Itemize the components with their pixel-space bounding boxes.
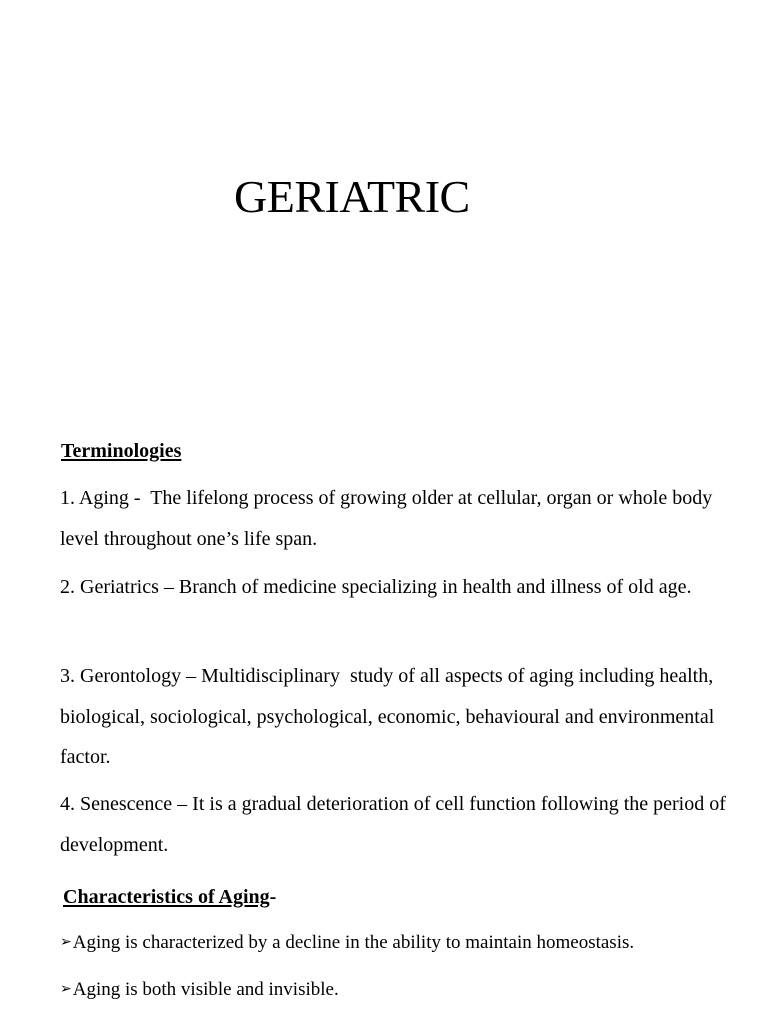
term-aging: 1. Aging - The lifelong process of growing older at cellular, organ or whole body level throughout one’s life span.: [60, 487, 718, 550]
document-title: GERIATRIC: [234, 171, 470, 222]
characteristics-heading-text: Characteristics of Aging: [63, 886, 270, 908]
arrow-bullet-icon: ➢: [60, 934, 72, 950]
characteristic-text: Aging is characterized by a decline in the ability to maintain homeostasis.: [72, 932, 635, 953]
terminologies-heading-text: Terminologies: [61, 440, 182, 462]
term-geriatrics: 2. Geriatrics – Branch of medicine specializing in health and illness of old age.: [60, 576, 692, 598]
characteristic-text: Aging is both visible and invisible.: [72, 979, 339, 1000]
characteristics-heading-suffix: -: [269, 886, 277, 908]
term-senescence: 4. Senescence – It is a gradual deterioration of cell function following the period of development.: [60, 793, 731, 856]
term-gerontology: 3. Gerontology – Multidisciplinary study of all aspects of aging including health, biological, sociological, psychological, economic, behavioural and environmental factor.: [60, 665, 720, 768]
characteristics-heading: [63, 884, 276, 910]
terminologies-heading: [61, 438, 181, 464]
characteristic-item: [60, 977, 750, 1004]
arrow-bullet-icon: ➢: [60, 981, 72, 997]
characteristic-item: [60, 930, 750, 957]
